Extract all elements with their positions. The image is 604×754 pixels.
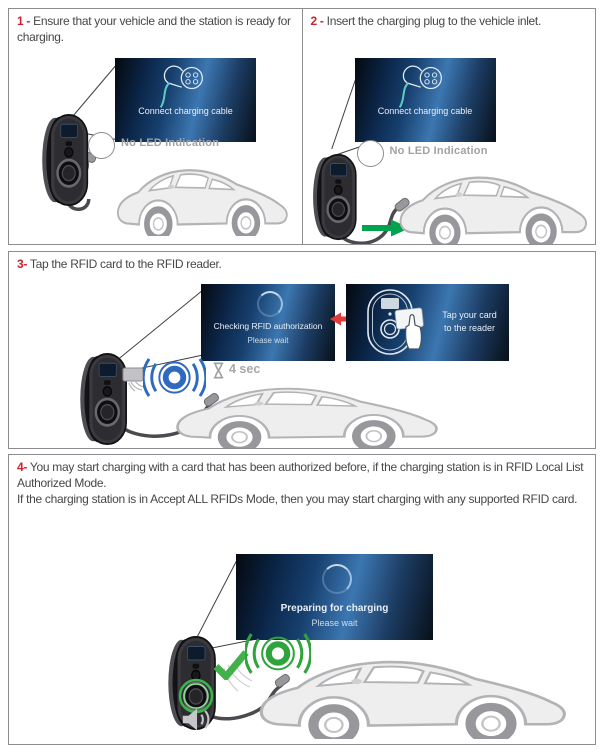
charging-station-illustration: [310, 153, 365, 241]
screen-message: Checking RFID authorization: [213, 321, 323, 331]
wait-time-label: 4 sec: [229, 362, 261, 376]
step1-number: 1 -: [17, 14, 31, 28]
screen-message: to the reader: [443, 323, 496, 333]
car-illustration: [393, 161, 595, 245]
preparing-screen: [236, 554, 433, 640]
spinner-icon: [322, 564, 352, 594]
screen-message: Connect charging cable: [377, 105, 473, 116]
step2-text: [311, 14, 588, 30]
step1-instruction: Ensure that your vehicle and the station is ready for charging.: [17, 14, 291, 44]
step1-panel: [8, 8, 303, 245]
car-illustration: [167, 374, 449, 448]
station-display-screen: [115, 58, 256, 142]
step1-text: [17, 14, 294, 46]
screen-message: Tap your card: [442, 310, 497, 320]
step3-text: [17, 257, 587, 273]
car-illustration: [249, 643, 579, 739]
car-illustration: [111, 154, 295, 236]
led-indication-label: No LED Indication: [121, 137, 220, 149]
charging-station-illustration: [39, 113, 97, 207]
top-row: [8, 8, 596, 245]
step3-instruction: Tap the RFID card to the RFID reader.: [29, 257, 222, 271]
speaker-icon: [179, 705, 217, 734]
spinner-icon: [257, 291, 283, 317]
step2-number: 2 -: [310, 14, 324, 28]
step4-instruction-1: You may start charging with a card that has been authorized before, if the charging station is in RFID Local List Authorized Mode.: [17, 460, 584, 490]
led-indicator-circle: [357, 140, 384, 167]
step4-panel: [8, 454, 596, 745]
screen-submessage: Please wait: [311, 618, 358, 628]
screen-submessage: Please wait: [247, 336, 289, 345]
check-icon: [213, 649, 249, 680]
tap-card-screen: [346, 284, 509, 361]
step3-panel: [8, 251, 596, 449]
led-indication-label: No LED Indication: [389, 145, 488, 157]
step2-instruction: Insert the charging plug to the vehicle inlet.: [326, 14, 541, 28]
screen-message: Connect charging cable: [138, 105, 233, 116]
station-display-screen: [355, 58, 496, 142]
screen-message: Preparing for charging: [280, 603, 389, 614]
step4-instruction-2: If the charging station is in Accept ALL RFIDs Mode, then you may start charging with any supported RFID card.: [17, 491, 578, 506]
tap-card-illustration: [354, 287, 430, 357]
step2-panel: [302, 8, 597, 245]
step3-number: 3-: [17, 257, 28, 271]
checking-auth-screen: [201, 284, 335, 361]
step4-text: [17, 460, 587, 492]
step4-number: 4-: [17, 460, 28, 474]
